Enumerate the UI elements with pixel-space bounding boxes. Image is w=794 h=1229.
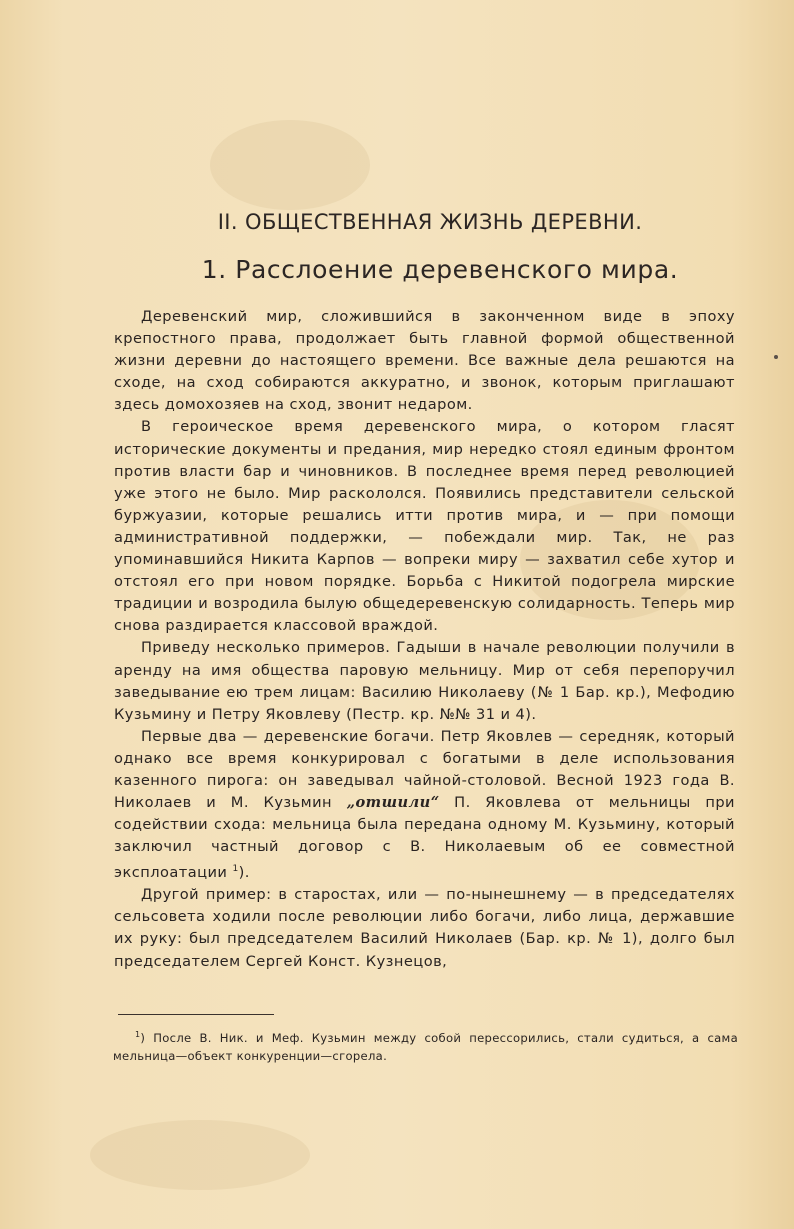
paragraph-text: ). — [238, 864, 250, 882]
paragraph: Приведу несколько примеров. Гадыши в начале революции получили в аренду на имя общества паровую мельницу. Мир от себя перепоручил заведывание ею трем лицам: Василию Николаеву (№ 1 Бар. кр.), Мефодию Кузьмину и Петру Яковлеву (Пестр. кр. №№ 31 и 4). — [114, 639, 735, 723]
footnote-reference[interactable]: 1 — [232, 864, 239, 875]
paragraph: Деревенский мир, сложившийся в законченном виде в эпоху крепостного права, продолжает быть главной формой общественной жизни деревни до настоящего времени. Все важные дела решаются на сходе, на сход собираются аккуратно, и звонок, которым приглашают здесь домохозяев на сход, звонит недаром. — [114, 308, 735, 414]
footnote-marker: 1 — [135, 1030, 141, 1039]
paper-stain — [90, 1120, 310, 1190]
paper-stain — [210, 120, 370, 210]
margin-dot — [774, 355, 778, 359]
emphasis-text: „отшили“ — [346, 794, 440, 812]
paragraph-text: П. Яковлева от мельницы при содействии схода: мельница была передана одному М. Кузьмину, который заключил частный договор с В. Николаевым об ее совместной эксплоатации — [114, 794, 735, 882]
paragraph-text: Первые два — деревенские богачи. Петр Яковлев — середняк, который однако все время конкурировал с богатыми в деле использования казенного пирога: он заведывал чайной-столовой. Весной 1923 года В. Николаев и М. Кузьмин — [114, 727, 735, 812]
paragraph: В героическое время деревенского мира, о котором гласят исторические документы и предания, мир нередко стоял единым фронтом против власти бар и чиновников. В последнее время перед революцией уже этого не было. Мир раскололся. Появились представители сельской буржуазии, которые решались итти против мира, и — при помощи административной поддержки, — побеждали мир. Так, не раз упоминавшийся Никита Карпов — вопреки миру — захватил себе хутор и отстоял его при новом порядке. Борьба с Никитой подогрела мирские традиции и возродила былую общедеревенскую солидарность. Теперь мир снова раздирается классовой враждой. — [114, 418, 735, 635]
chapter-title: II. ОБЩЕСТВЕННАЯ ЖИЗНЬ ДЕРЕВНИ. — [217, 210, 643, 234]
footnote-text: ) После В. Ник. и Меф. Кузьмин между собой перессорились, стали судиться, а сама мельница—объект конкуренции—сгорела. — [113, 1030, 738, 1063]
body-text — [114, 306, 735, 973]
section-title: 1. Расслоение деревенского мира. — [201, 255, 679, 284]
paragraph — [114, 726, 735, 885]
paragraph: Другой пример: в старостах, или — по-нынешнему — в председателях сельсовета ходили после революции либо богачи, либо лица, державшие их руку: был председателем Василий Николаев (Бар. кр. № 1), долго был председателем Сергей Конст. Кузнецов, — [114, 886, 735, 970]
footnote-divider — [118, 1014, 274, 1015]
footnote — [113, 1026, 738, 1065]
